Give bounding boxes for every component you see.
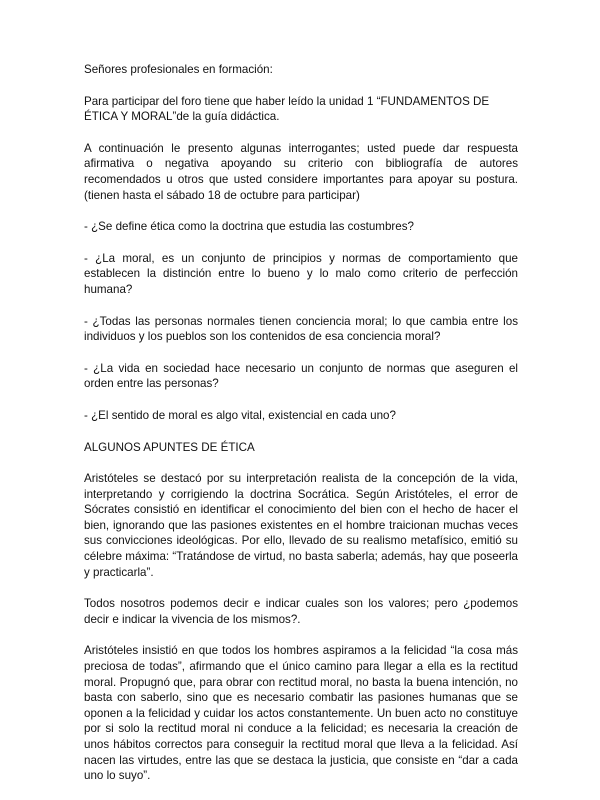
question-item: - ¿El sentido de moral es algo vital, existencial en cada uno? bbox=[84, 408, 396, 422]
question-item: - ¿Todas las personas normales tienen conciencia moral; lo que cambia entre los individuos y los pueblos son los contenidos de esa conciencia moral? bbox=[84, 314, 518, 344]
body-paragraph: Aristóteles insistió en que todos los hombres aspiramos a la felicidad “la cosa más preciosa de todas”, afirmando que el único camino para llegar a ella es la rectitud moral. Propugnó que, para obrar con rectitud moral, no basta la buena intención, no basta con saberlo, sino que es necesario combatir las pasiones humanas que se oponen a la felicidad y cuidar los actos constantemente. Un buen acto no constituye por si solo la rectitud moral ni conduce a la felicidad; es necesaria la creación de unos hábitos correctos para conseguir la rectitud moral que lleva a la felicidad. Así nacen las virtudes, entre las que se destaca la justicia, que consiste en “dar a cada uno lo suyo”. bbox=[84, 644, 518, 783]
question-item: - ¿La vida en sociedad hace necesario un conjunto de normas que aseguren el orden entre las personas? bbox=[84, 361, 518, 391]
intro-paragraph: A continuación le presento algunas interrogantes; usted puede dar respuesta afirmativa o negativa apoyando su criterio con bibliografía de autores recomendados u otros que usted considere importantes para apoyar su postura. (tienen hasta el sábado 18 de octubre para participar) bbox=[84, 141, 518, 202]
instruction-paragraph: Para participar del foro tiene que haber leído la unidad 1 “FUNDAMENTOS DE ÉTICA Y MORAL”de la guía didáctica. bbox=[84, 94, 490, 124]
question-item: - ¿La moral, es un conjunto de principios y normas de comportamiento que establecen la distinción entre lo bueno y lo malo como criterio de perfección humana? bbox=[84, 251, 518, 296]
greeting: Señores profesionales en formación: bbox=[84, 63, 273, 76]
body-paragraph: Todos nosotros podemos decir e indicar cuales son los valores; pero ¿podemos decir e indicar la vivencia de los mismos?. bbox=[84, 597, 518, 626]
document-page bbox=[84, 62, 518, 800]
body-paragraph: Aristóteles se destacó por su interpretación realista de la concepción de la vida, interpretando y corrigiendo la doctrina Socrática. Según Aristóteles, el error de Sócrates consistió en identificar el conocimiento del bien con el hecho de hacer el bien, ignorando que las pasiones existentes en el hombre traicionan muchas veces sus convicciones ideológicas. Por ello, llevado de su realismo metafísico, emitió su célebre máxima: “Tratándose de virtud, no basta saberla; además, hay que poseerla y practicarla”. bbox=[84, 472, 518, 579]
question-item: - ¿Se define ética como la doctrina que estudia las costumbres? bbox=[84, 220, 414, 234]
section-heading: ALGUNOS APUNTES DE ÉTICA bbox=[84, 440, 255, 454]
